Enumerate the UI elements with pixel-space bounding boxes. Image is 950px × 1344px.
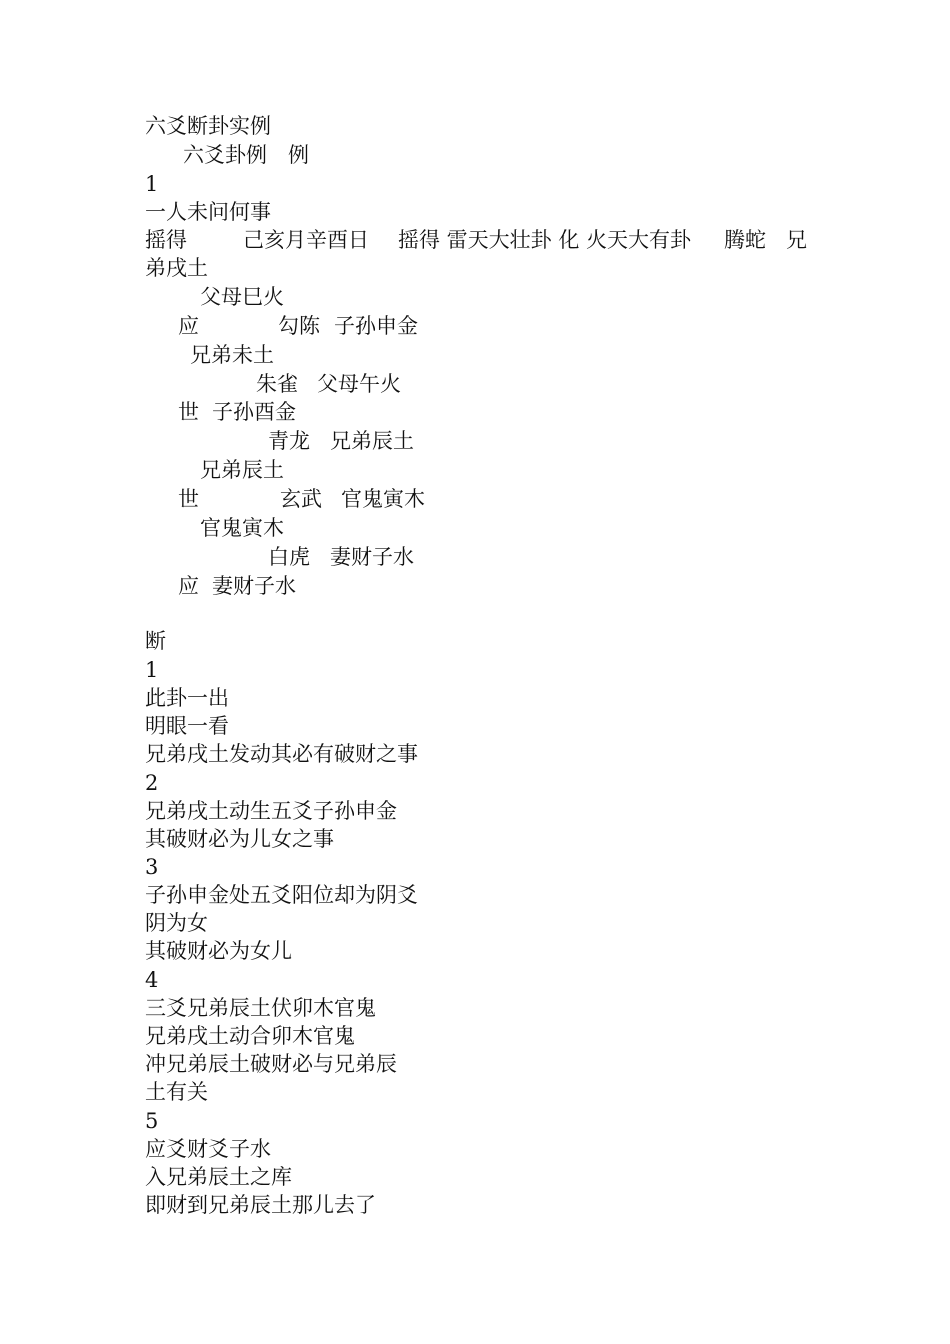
hexagram-line-marker: 世 xyxy=(178,487,199,511)
hexagram-line-marker: 世 xyxy=(178,400,199,424)
judgement-line: 5 xyxy=(145,1109,159,1133)
hexagram-line-yao: 子孙酉金 xyxy=(212,400,296,424)
judgement-line: 1 xyxy=(145,658,159,682)
hexagram-line-yao: 子孙申金 xyxy=(334,314,418,338)
hexagram-line-text: 兄弟辰土 xyxy=(200,458,284,482)
judgement-line: 三爻兄弟辰土伏卯木官鬼 xyxy=(145,996,376,1020)
judgement-line: 子孙申金处五爻阳位却为阴爻 xyxy=(145,883,418,907)
hexagram-line-yao: 父母午火 xyxy=(317,372,401,396)
judgement-line: 应爻财爻子水 xyxy=(145,1137,271,1161)
document-title: 六爻断卦实例 xyxy=(145,114,271,138)
judgement-line: 土有关 xyxy=(145,1080,208,1104)
hexagram-line-yao: 妻财子水 xyxy=(212,574,296,598)
judgement-heading: 断 xyxy=(145,629,166,653)
hexagram-line-marker: 应 xyxy=(178,574,199,598)
judgement-line: 兄弟戌土发动其必有破财之事 xyxy=(145,742,418,766)
judgement-line: 其破财必为女儿 xyxy=(145,939,292,963)
judgement-line: 其破财必为儿女之事 xyxy=(145,827,334,851)
hexagram-line-text: 官鬼寅木 xyxy=(200,516,284,540)
judgement-line: 即财到兄弟辰土那儿去了 xyxy=(145,1193,376,1217)
hexagram-line-yao: 妻财子水 xyxy=(330,545,414,569)
hexagram-line-yao: 兄弟辰土 xyxy=(330,429,414,453)
judgement-line: 兄弟戌土动生五爻子孙申金 xyxy=(145,799,397,823)
hexagram-cast: 摇得 雷天大壮卦 化 火天大有卦 xyxy=(398,228,692,252)
hexagram-line-marker: 应 xyxy=(178,314,199,338)
hexagram-line-text: 兄弟未土 xyxy=(190,343,274,367)
judgement-line: 明眼一看 xyxy=(145,714,229,738)
hexagram-line-deity: 青龙 xyxy=(268,429,310,453)
hexagram-line-deity: 玄武 xyxy=(280,487,322,511)
hexagram-line-deity: 白虎 xyxy=(268,545,310,569)
judgement-line: 阴为女 xyxy=(145,911,208,935)
judgement-line: 此卦一出 xyxy=(145,686,229,710)
hexagram-line-yao: 官鬼寅木 xyxy=(341,487,425,511)
judgement-line: 入兄弟辰土之库 xyxy=(145,1165,292,1189)
example-number: 1 xyxy=(145,172,159,196)
judgement-line: 冲兄弟辰土破财必与兄弟辰 xyxy=(145,1052,397,1076)
first-line-part-a: 兄 xyxy=(786,228,807,252)
hexagram-label: 摇得 xyxy=(145,228,187,252)
document-subtitle: 六爻卦例 例 xyxy=(183,143,309,167)
hexagram-date: 己亥月辛酉日 xyxy=(243,228,369,252)
judgement-line: 3 xyxy=(145,855,159,879)
hexagram-line-text: 父母巳火 xyxy=(200,285,284,309)
first-deity: 腾蛇 xyxy=(724,228,766,252)
judgement-line: 2 xyxy=(145,771,159,795)
first-line-part-b: 弟戌土 xyxy=(145,256,208,280)
hexagram-line-deity: 朱雀 xyxy=(256,372,298,396)
judgement-line: 兄弟戌土动合卯木官鬼 xyxy=(145,1024,355,1048)
question-text: 一人未问何事 xyxy=(145,200,271,224)
hexagram-line-deity: 勾陈 xyxy=(278,314,320,338)
judgement-line: 4 xyxy=(145,968,159,992)
